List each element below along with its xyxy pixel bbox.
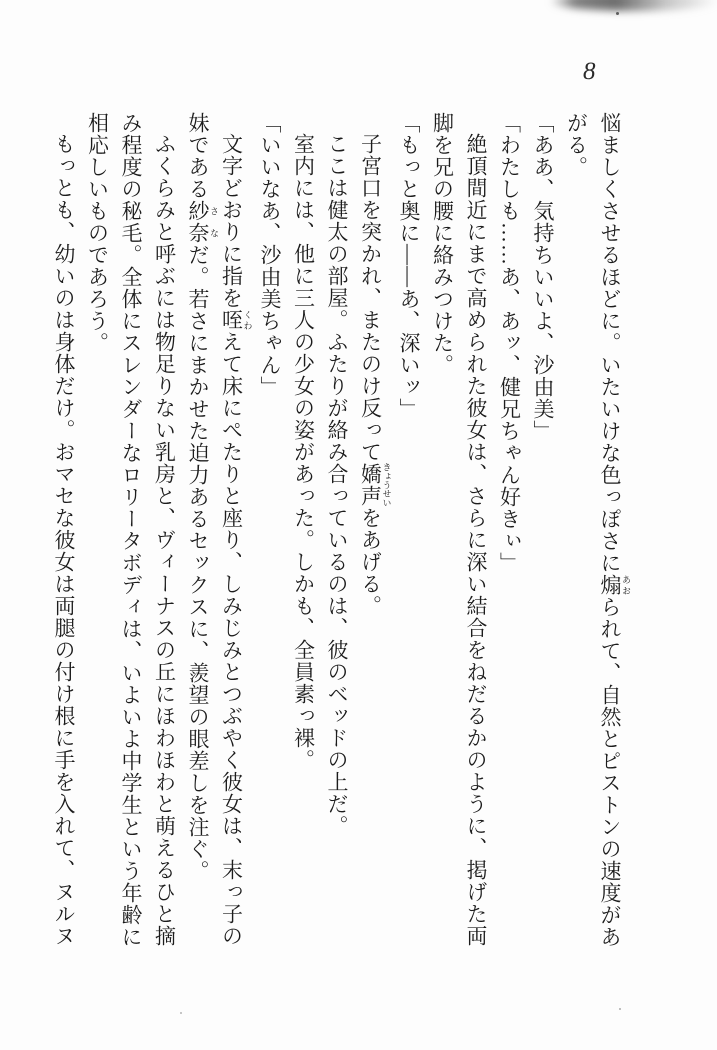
paragraph-11: ふくらみと呼ぶには物足りない乳房と、ヴィーナスの丘にほわほわと萌えるひと摘み程度の秘毛。全体にスレンダーなロリータボディは、いよいよ中学生という年齢に相応しいものであろう。 bbox=[85, 112, 177, 948]
furigana-annotated-word: 煽 あお bbox=[598, 574, 631, 596]
scan-speck bbox=[180, 1012, 182, 1014]
paragraph-3: 「わたしも……あ、あッ、健兄ちゃん好きぃ」 bbox=[497, 112, 522, 574]
scan-artifact-band bbox=[549, 0, 717, 11]
paragraph-1: 悩ましくさせるほどに。いたいけな色っぽさに煽 あおられて、自然とピストンの速度があがる。 bbox=[564, 112, 631, 948]
paragraph-8: 室内には、他に三人の少女の姿があった。しかも、全員素っ裸。 bbox=[291, 133, 316, 771]
scan-speck bbox=[616, 12, 619, 15]
page-text bbox=[47, 112, 632, 956]
furigana-annotated-word: 嬌声 きょうせい bbox=[358, 462, 392, 508]
paragraph-4: 絶頂間近にまで高められた彼女は、さらに深い結合をねだるかのように、掲げた両脚を兄の腰に絡みつけた。 bbox=[430, 112, 488, 947]
scan-speck bbox=[619, 1008, 621, 1010]
paragraph-2: 「ああ、気持ちいいよ、沙由美」 bbox=[531, 112, 555, 442]
paragraph-7: ここは健太の部屋。ふたりが絡み合っているのは、彼のベッドの上だ。 bbox=[325, 133, 349, 837]
paragraph-12: もっとも、幼いのは身体だけ。おマセな彼女は両腿の付け根に手を入れて、ヌルヌ bbox=[52, 133, 76, 947]
paragraph-10: 文字どおりに指を咥 くわえて床にぺたりと座り、しみじみとつぶやく彼女は、末っ子の妹である紗奈 さなだ。若さにまかせた迫力あるセックスに、羨望の眼差しを注ぐ。 bbox=[186, 112, 253, 947]
furigana-annotated-word: 紗奈 さな bbox=[186, 200, 219, 244]
paragraph-5: 「もっと奥に――あ、深いッ」 bbox=[397, 112, 421, 420]
page-number: 8 bbox=[583, 58, 596, 85]
furigana-annotated-word: 咥 くわ bbox=[219, 309, 253, 331]
paragraph-6: 子宮口を突かれ、またのけ反って嬌声 きょうせいをあげる。 bbox=[358, 133, 392, 618]
paragraph-9: 「いいなあ、沙由美ちゃん」 bbox=[258, 112, 282, 398]
